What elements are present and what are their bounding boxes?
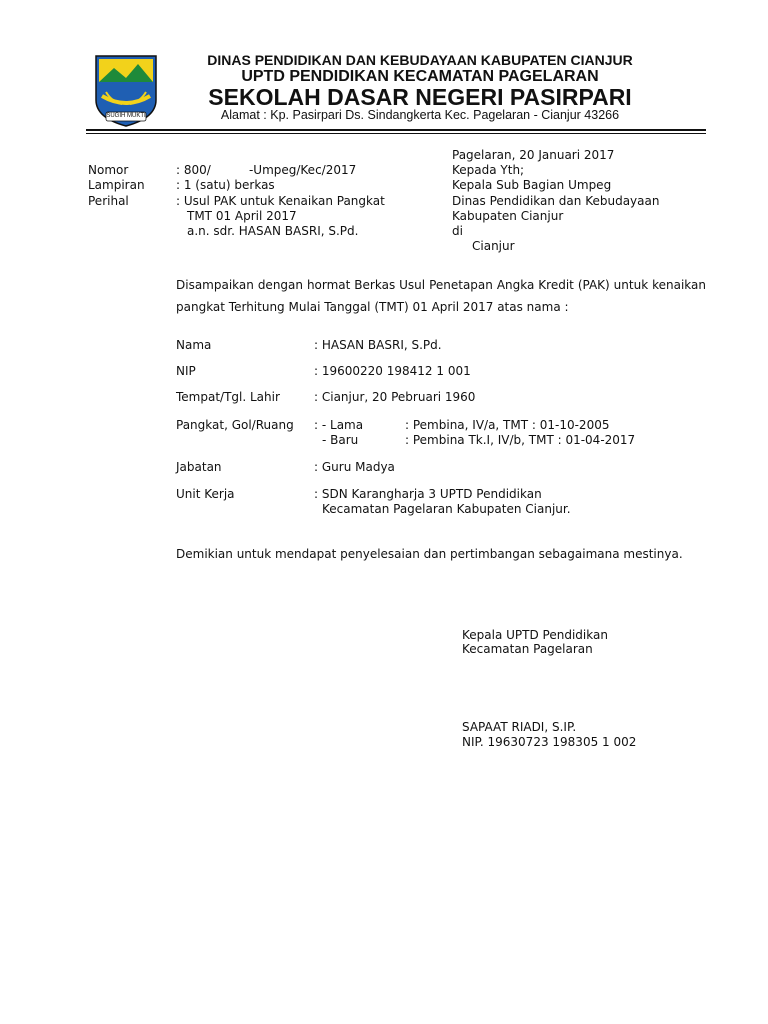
nama-value: : HASAN BASRI, S.Pd.: [314, 338, 442, 352]
unit-kerja-value-line2: Kecamatan Pagelaran Kabupaten Cianjur.: [322, 502, 571, 516]
recipient-line2: Dinas Pendidikan dan Kebudayaan: [452, 194, 660, 208]
header-divider-thin: [86, 133, 706, 134]
pangkat-baru-value: : Pembina Tk.I, IV/b, TMT : 01-04-2017: [405, 433, 636, 447]
ttl-label: Tempat/Tgl. Lahir: [176, 390, 280, 404]
nomor-value: : 800/ -Umpeg/Kec/2017: [176, 163, 357, 177]
recipient-kepada: Kepada Yth;: [452, 163, 525, 177]
nip-value: : 19600220 198412 1 001: [314, 364, 471, 378]
perihal-label: Perihal: [88, 194, 129, 208]
ttl-value: : Cianjur, 20 Pebruari 1960: [314, 390, 476, 404]
header-unit: UPTD PENDIDIKAN KECAMATAN PAGELARAN: [241, 68, 599, 85]
intro-paragraph: Disampaikan dengan hormat Berkas Usul Penetapan Angka Kredit (PAK) untuk kenaikan pangkat Terhitung Mulai Tanggal (TMT) 01 April 2017 atas nama :: [176, 278, 706, 314]
nama-label: Nama: [176, 338, 212, 352]
header-agency: DINAS PENDIDIKAN DAN KEBUDAYAAN KABUPATEN CIANJUR: [207, 52, 633, 68]
recipient-line3: Kabupaten Cianjur: [452, 209, 564, 223]
header-school-name: SEKOLAH DASAR NEGERI PASIRPARI: [208, 84, 632, 110]
nip-label: NIP: [176, 364, 196, 378]
signatory-name: SAPAAT RIADI, S.IP.: [462, 720, 577, 734]
recipient-city: Cianjur: [472, 239, 515, 253]
nomor-label: Nomor: [88, 163, 129, 177]
closing-sentence: Demikian untuk mendapat penyelesaian dan pertimbangan sebagaimana mestinya.: [176, 547, 683, 561]
letter-date: Pagelaran, 20 Januari 2017: [452, 148, 615, 162]
unit-kerja-value-line1: : SDN Karangharja 3 UPTD Pendidikan: [314, 487, 542, 501]
lampiran-label: Lampiran: [88, 178, 145, 192]
signatory-title-line1: Kepala UPTD Pendidikan: [462, 628, 608, 642]
perihal-value-line1: : Usul PAK untuk Kenaikan Pangkat: [176, 194, 385, 208]
lampiran-value: : 1 (satu) berkas: [176, 178, 275, 192]
perihal-value-line3: a.n. sdr. HASAN BASRI, S.Pd.: [187, 224, 359, 238]
header-divider-thick: [86, 129, 706, 131]
pangkat-lama-label: : - Lama: [314, 418, 364, 432]
jabatan-value: : Guru Madya: [314, 460, 395, 474]
signatory-title-line2: Kecamatan Pagelaran: [462, 642, 593, 656]
jabatan-label: Jabatan: [176, 460, 222, 474]
pangkat-lama-value: : Pembina, IV/a, TMT : 01-10-2005: [405, 418, 610, 432]
logo-motto: SUGIH MUKTI: [106, 113, 146, 119]
unit-kerja-label: Unit Kerja: [176, 487, 235, 501]
recipient-line1: Kepala Sub Bagian Umpeg: [452, 178, 612, 192]
recipient-di: di: [452, 224, 463, 238]
pangkat-baru-label: - Baru: [322, 433, 359, 447]
perihal-value-line2: TMT 01 April 2017: [187, 209, 297, 223]
signatory-nip: NIP. 19630723 198305 1 002: [462, 735, 637, 749]
pangkat-label: Pangkat, Gol/Ruang: [176, 418, 294, 432]
header-address: Alamat : Kp. Pasirpari Ds. Sindangkerta Kec. Pagelaran - Cianjur 43266: [220, 108, 620, 122]
